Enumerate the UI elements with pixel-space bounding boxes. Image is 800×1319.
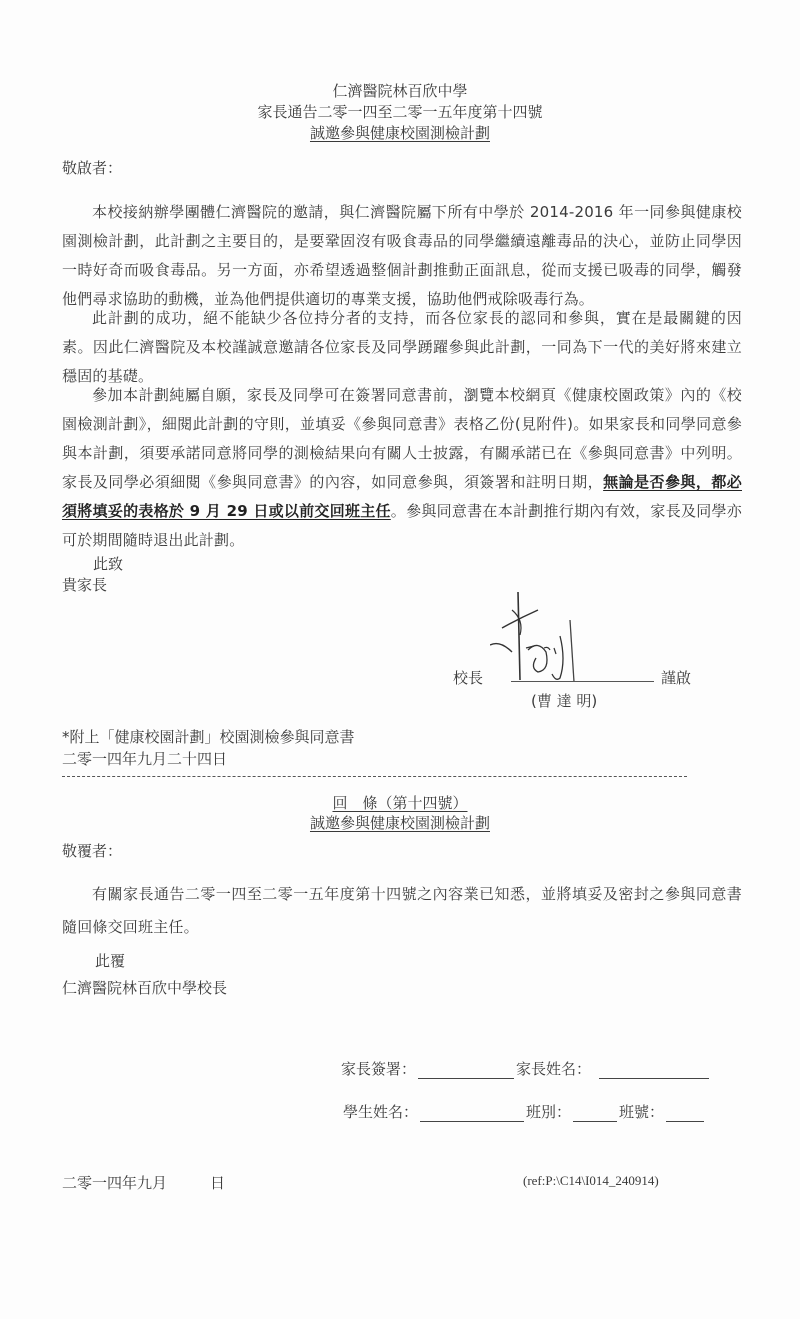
reply-date-suffix: 日	[210, 1174, 226, 1192]
paragraph-1: 本校接納辦學團體仁濟醫院的邀請，與仁濟醫院屬下所有中學於 2014-2016 年一同參與健康校園測檢計劃，此計劃之主要目的，是要鞏固沒有吸食毒品的同學繼續遠離毒品的決心，並防止同學因一時好奇而吸食毒品。另一方面，亦希望透過整個計劃推動正面訊息，從而支援已吸毒的同學，觸發他們尋求協助的動機，並為他們提供適切的專業支援，協助他們戒除吸毒行為。	[62, 203, 742, 308]
parent-name-label: 家長姓名：	[516, 1060, 592, 1078]
reply-closing: 此覆	[95, 952, 126, 970]
class-number-field[interactable]	[666, 1107, 704, 1122]
reply-recipient: 仁濟醫院林百欣中學校長	[62, 979, 228, 997]
reply-body: 有關家長通告二零一四至二零一五年度第十四號之內容業已知悉，並將填妥及密封之參與同意書隨回條交回班主任。	[62, 885, 742, 936]
school-name: 仁濟醫院林百欣中學	[332, 82, 468, 100]
respectfully-label: 謹啟	[661, 669, 692, 687]
cut-line-divider	[62, 776, 687, 777]
student-name-label: 學生姓名：	[343, 1103, 419, 1121]
student-fields-row	[343, 1101, 706, 1122]
deadline-emphasis: 無論是否參與，都必須將填妥的表格於 9 月 29 日或以前交回班主任	[62, 473, 742, 520]
reply-slip-subject-text: 誠邀參與健康校園測檢計劃	[309, 814, 490, 832]
student-name-field[interactable]	[420, 1107, 524, 1122]
parent-signature-label: 家長簽署：	[341, 1060, 417, 1078]
reference-code: (ref:P:\C14\I014_240914)	[523, 1173, 659, 1188]
notice-date: 二零一四年九月二十四日	[62, 750, 228, 768]
salutation: 敬啟者：	[62, 159, 123, 177]
paragraph-3-text-end: 。參與同意書在本計劃推行期內有效，家長及同學亦可於期間隨時退出此計劃。	[62, 502, 742, 549]
notice-subject-text: 誠邀參與健康校園測檢計劃	[309, 124, 490, 142]
reply-slip-subject	[0, 812, 800, 833]
reply-salutation: 敬覆者：	[62, 842, 123, 860]
parent-name-field[interactable]	[599, 1064, 709, 1079]
class-label: 班別：	[526, 1103, 572, 1121]
class-field[interactable]	[573, 1107, 617, 1122]
closing-recipient: 貴家長	[62, 576, 108, 594]
principal-title-label: 校長	[453, 669, 484, 687]
parent-signature-field[interactable]	[418, 1064, 514, 1079]
reply-date-prefix: 二零一四年九月	[62, 1174, 168, 1192]
signature-line	[511, 681, 654, 682]
principal-signature	[490, 590, 620, 685]
principal-name: (曹 達 明)	[531, 692, 598, 710]
paragraph-2: 此計劃的成功，絕不能缺少各位持分者的支持，而各位家長的認同和參與，實在是最關鍵的因素。因此仁濟醫院及本校謹誠意邀請各位家長及同學踴躍參與此計劃，一同為下一代的美好將來建立穩固的基礎。	[62, 309, 742, 385]
reply-slip-title-text: 回 條（第十四號）	[332, 794, 468, 812]
paragraph-3	[62, 381, 742, 555]
reply-slip-title	[0, 792, 800, 813]
notice-number: 家長通告二零一四至二零一五年度第十四號	[257, 103, 543, 121]
class-number-label: 班號：	[619, 1103, 665, 1121]
paragraph-3-text: 參加本計劃純屬自願，家長及同學可在簽署同意書前，瀏覽本校網頁《健康校園政策》內的《校園檢測計劃》，細閱此計劃的守則，並填妥《參與同意書》表格乙份(見附件)。如果家長和同學同意參與本計劃，須要承諾同意將同學的測檢結果向有關人士披露，有關承諾已在《參與同意書》中列明。家長及同學必須細閱《參與同意書》的內容，如同意參與，須簽署和註明日期，	[62, 386, 742, 491]
notice-subject	[0, 122, 800, 143]
closing-regards: 此致	[93, 555, 124, 573]
attachment-note: *附上「健康校園計劃」校園測檢參與同意書	[62, 728, 355, 746]
parent-fields-row	[341, 1058, 711, 1079]
